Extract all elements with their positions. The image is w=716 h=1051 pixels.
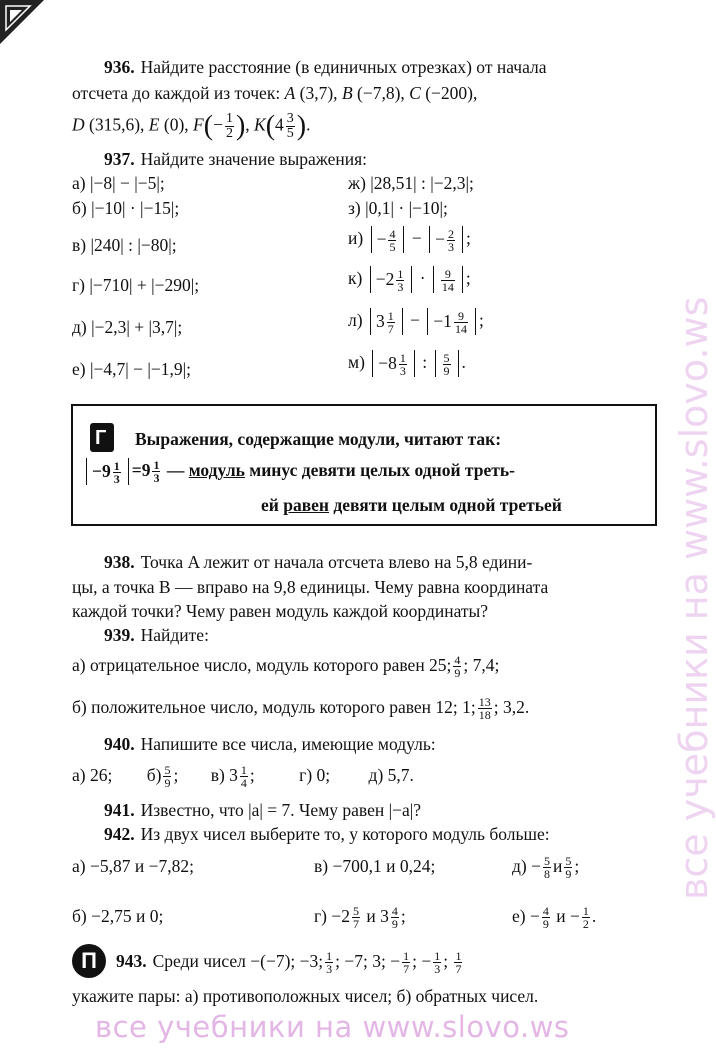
- p937-e: е) |−4,7| − |−1,9|;: [72, 359, 191, 379]
- p938-line1: 938. Точка A лежит от начала отсчета влево на 5,8 едини-: [104, 552, 533, 572]
- p-marker: П: [72, 944, 106, 978]
- p937-l: л) 3 $\frac{1}{7}$ − −1 $\frac{9}{14}$ ;: [348, 309, 484, 337]
- p936-line2: отсчета до каждой из точек: A (3,7), B (−7,8), C (−200),: [72, 83, 478, 103]
- p940-items: а) 26; б) $\frac{5}{9}$ ; в) 3 $\frac{1}{4}$ ; г) 0; д) 5,7.: [72, 763, 414, 791]
- p943-line2: укажите пары: а) противоположных чисел; б) обратных чисел.: [72, 986, 539, 1006]
- rule-marker: Г: [90, 423, 114, 452]
- p940-title: 940. Напишите все числа, имеющие модуль:: [104, 734, 436, 754]
- p942-row1: а) −5,87 и −7,82; в) −700,1 и 0,24; д) − $\frac{5}{8}$ и $\frac{5}{9}$ ;: [72, 854, 580, 882]
- p937-v: в) |240| : |−80|;: [72, 235, 177, 255]
- p937-b: б) |−10| · |−15|;: [72, 198, 180, 218]
- p941: 941. Известно, что |a| = 7. Чему равен |−a|?: [104, 800, 421, 820]
- p937-i: и) − $\frac{4}{5}$ − − $\frac{2}{3}$ ;: [348, 227, 471, 255]
- corner-ornament: [0, 0, 44, 44]
- rule-title: Выражения, содержащие модули, читают так:: [135, 429, 502, 449]
- p937-z: з) |0,1| · |−10|;: [348, 198, 448, 218]
- p939-b: б) положительное число, модуль которого равен 12; 1; $\frac{13}{18}$ ; 3,2.: [72, 695, 530, 723]
- p939-title: 939. Найдите:: [104, 625, 209, 645]
- rule-box: [71, 404, 657, 526]
- p943-line1: 943. Среди чисел −(−7); −3; $\frac{1}{3}$ ; −7; 3; − $\frac{1}{7}$ ; − $\frac{1}{3}$ ; $\frac{1}{7}$: [116, 949, 462, 977]
- p942-title: 942. Из двух чисел выберите то, у которого модуль больше:: [104, 824, 550, 844]
- watermark-bottom: все учебники на www.slovo.ws: [95, 1010, 570, 1044]
- p937-k: к) −2 $\frac{1}{3}$ · $\frac{9}{14}$ ;: [348, 267, 471, 295]
- p937-m: м) −8 $\frac{1}{3}$ : $\frac{5}{9}$ .: [348, 351, 466, 379]
- p936-line3: D (315,6), E (0), F(− $\frac{1}{2}$ ), K(4 $\frac{3}{5}$ ).: [72, 110, 311, 142]
- watermark-side: все учебники на www.slovo.ws: [672, 296, 716, 900]
- p938-line3: каждой точки? Чему равен модуль каждой координаты?: [72, 601, 489, 621]
- p937-zh: ж) |28,51| : |−2,3|;: [348, 173, 474, 193]
- p939-a: а) отрицательное число, модуль которого равен 25; $\frac{4}{9}$ ; 7,4;: [72, 653, 500, 681]
- p937-title: 937. Найдите значение выражения:: [104, 149, 368, 169]
- p937-g: г) |−710| + |−290|;: [72, 275, 200, 295]
- rule-line2: −9 $\frac{1}{3}$ =9 $\frac{1}{3}$ — модуль минус девяти целых одной треть-: [83, 458, 515, 485]
- p937-d: д) |−2,3| + |3,7|;: [72, 317, 183, 337]
- p936-line1: 936. Найдите расстояние (в единичных отрезках) от начала: [104, 57, 547, 77]
- p937-a: а) |−8| − |−5|;: [72, 173, 165, 193]
- p938-line2: цы, а точка B — вправо на 9,8 единицы. Чему равна координата: [72, 577, 549, 597]
- p942-row2: б) −2,75 и 0; г) −2 $\frac{5}{7}$ и 3 $\frac{4}{9}$ ; е) − $\frac{4}{9}$ и − $\frac{1}{2}$ .: [72, 904, 597, 932]
- rule-line3: ей равен девяти целым одной третьей: [261, 495, 562, 515]
